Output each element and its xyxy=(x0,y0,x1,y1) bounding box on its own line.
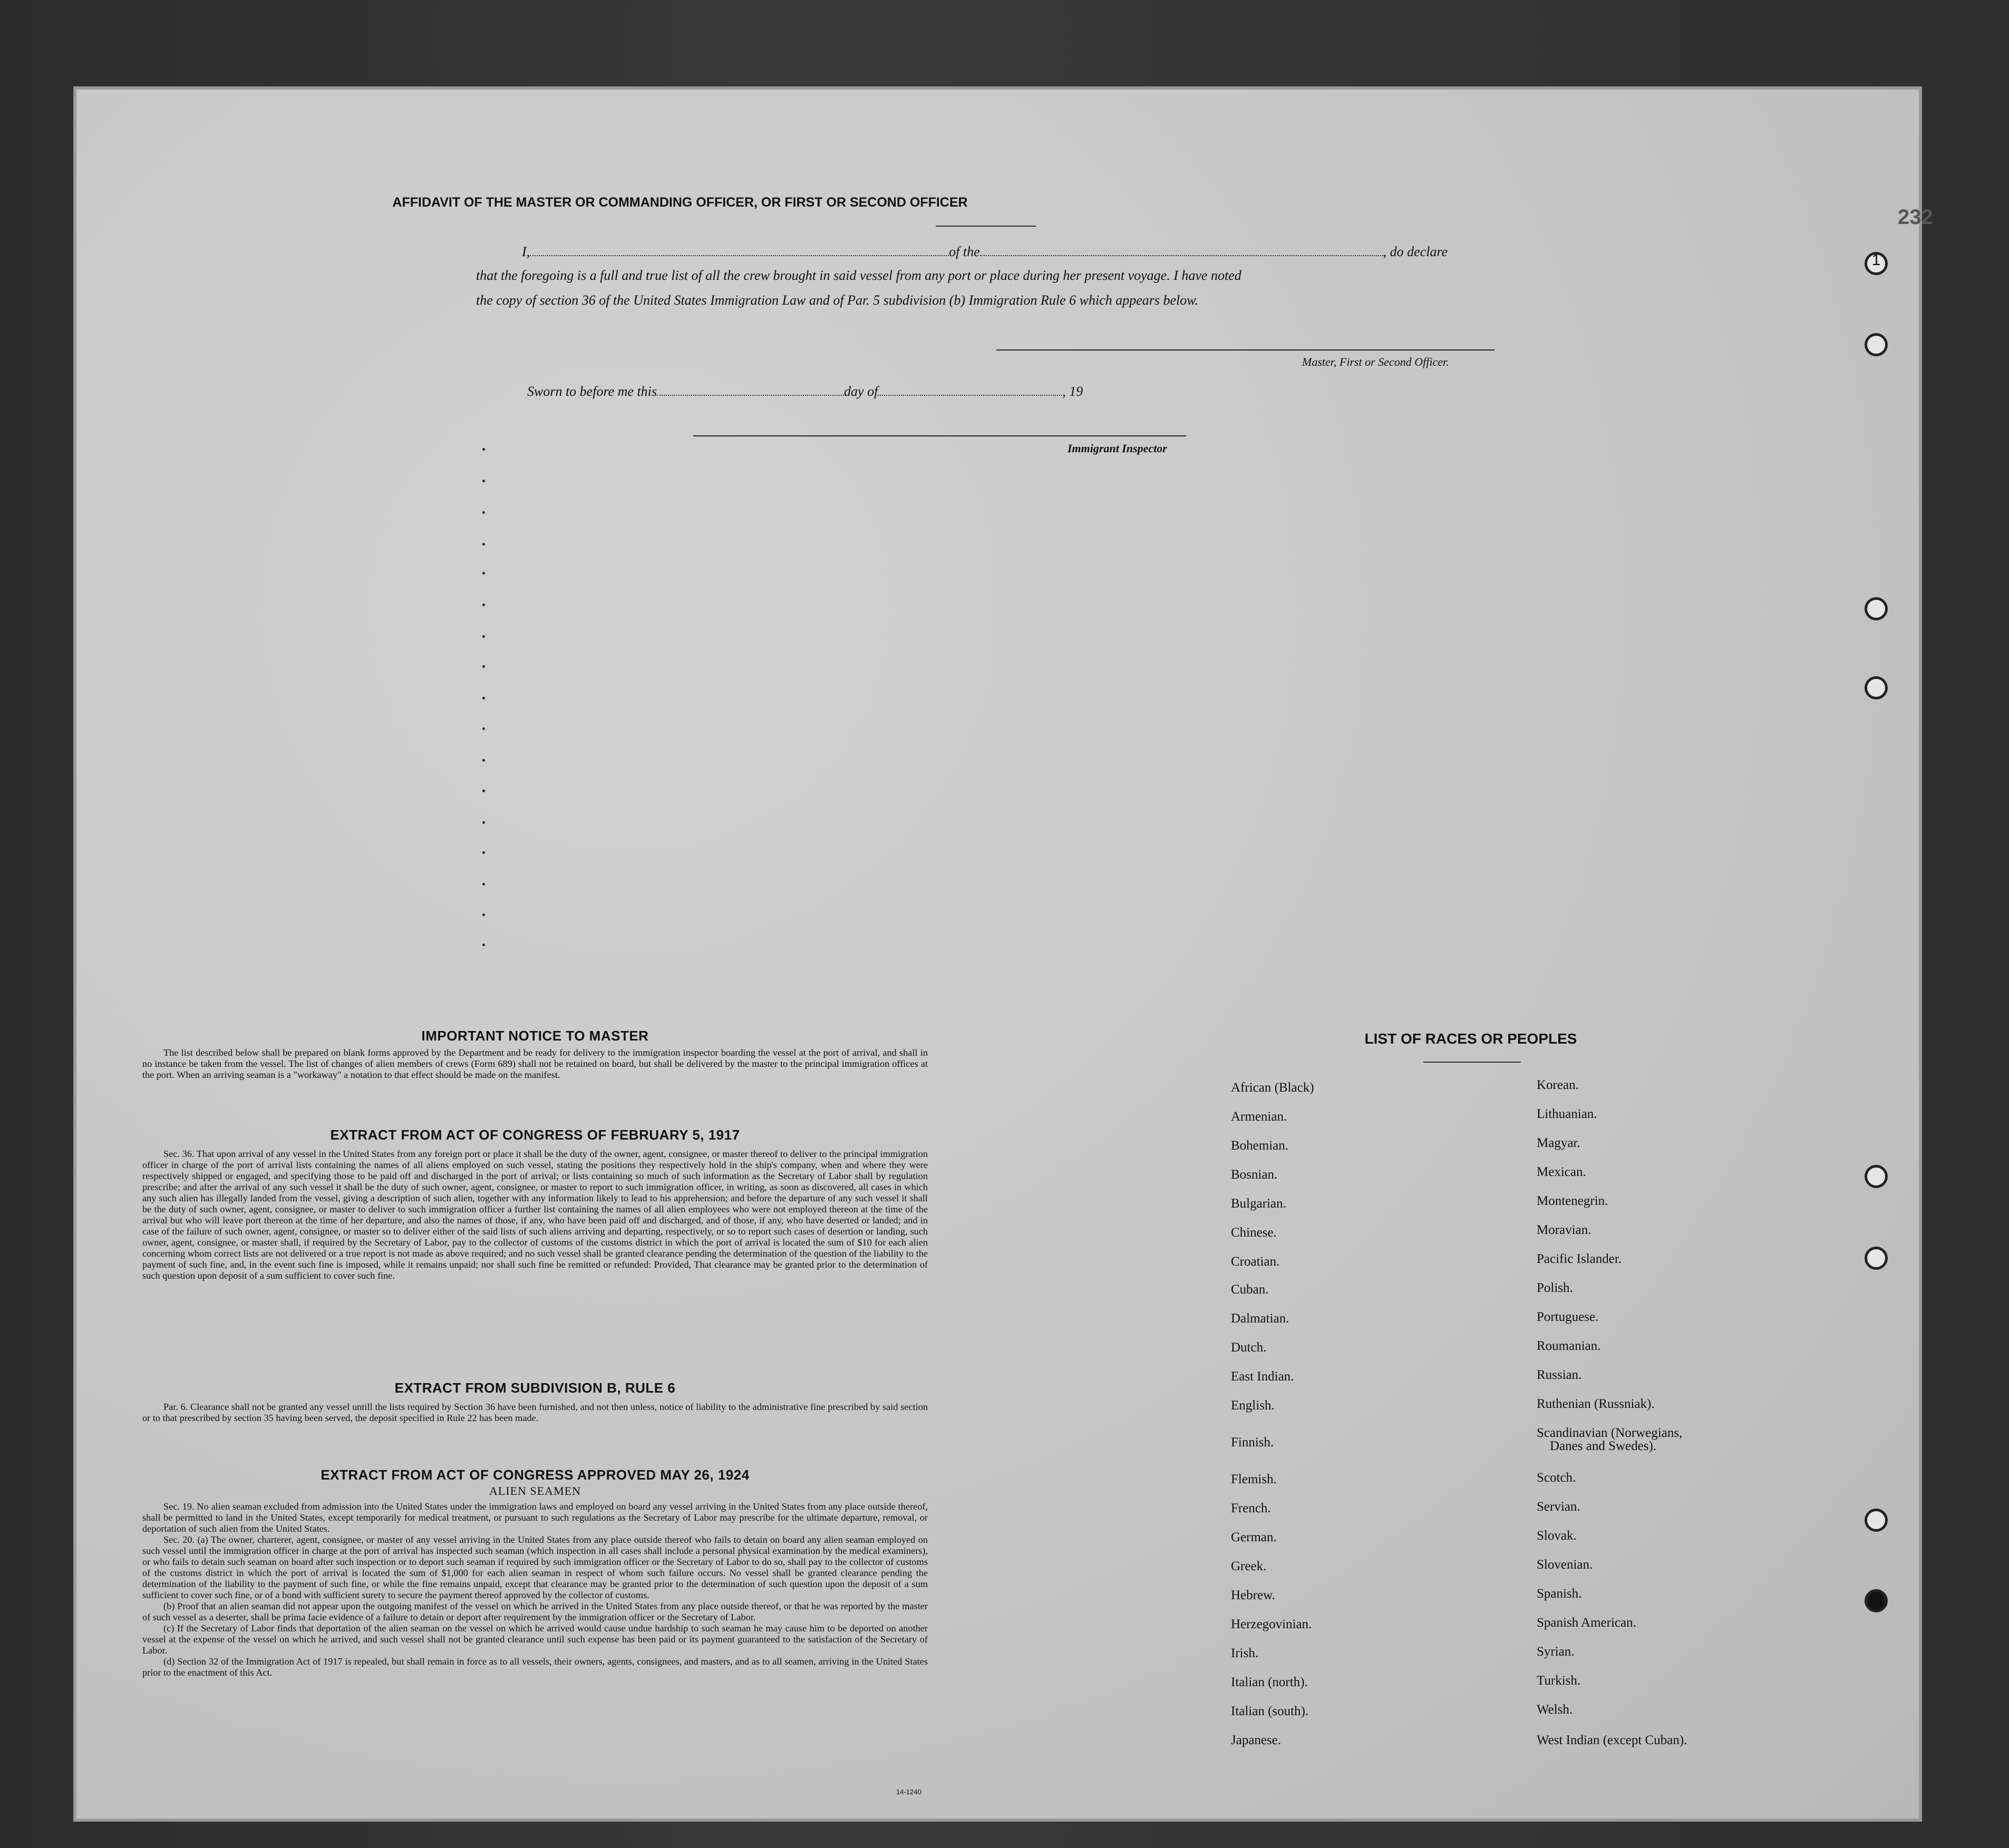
margin-dot xyxy=(482,790,485,792)
inspector-signature-line[interactable] xyxy=(693,435,1186,436)
race-item: Finnish. xyxy=(1231,1435,1274,1450)
race-item: Dutch. xyxy=(1231,1340,1267,1355)
declaration-text-line2: that the foregoing is a full and true list of all the crew brought in said vessel from any port or place during her present voyage. I have noted xyxy=(476,268,1241,283)
notice-body: The list described below shall be prepared on blank forms approved by the Department and be ready for delivery to the immigration inspector boarding the vessel at the port of arrival, and shall in no instance be taken from the vessel. The list of changes of alien members of crews (Form 689) shall not be retained on board, but shall be delivered by the master to the principal immigration offices at the port. When an arriving seaman is a "workaway" a notation to that effect should be made on the manifest. xyxy=(142,1047,928,1080)
race-item: Scandinavian (Norwegians, xyxy=(1537,1426,1683,1440)
margin-dot xyxy=(482,635,485,638)
sec20d-paragraph: (d) Section 32 of the Immigration Act of 1917 is repealed, but shall remain in force as to all vessels, their owners, agents, consignees, and masters, and as to all seamen, arriving in the United States prior to the enactment of this Act. xyxy=(142,1656,928,1678)
race-item: Bosnian. xyxy=(1231,1168,1278,1182)
binder-hole-number: 1 xyxy=(1871,251,1881,269)
race-item: Chinese. xyxy=(1231,1225,1277,1240)
declare-suffix: , do declare xyxy=(1383,244,1448,259)
extract-1924-section xyxy=(142,1467,928,1678)
declarant-name-field[interactable] xyxy=(530,246,949,256)
extract-1924-title: EXTRACT FROM ACT OF CONGRESS APPROVED MAY 26, 1924 xyxy=(321,1467,750,1483)
race-item: Italian (north). xyxy=(1231,1675,1308,1689)
binder-hole-icon xyxy=(1865,333,1888,356)
margin-dot xyxy=(482,572,485,575)
races-title: LIST OF RACES OR PEOPLES xyxy=(1364,1030,1577,1047)
race-item: English. xyxy=(1231,1398,1275,1413)
race-item: Servian. xyxy=(1537,1500,1580,1514)
race-item: Danes and Swedes). xyxy=(1550,1439,1657,1453)
race-item: Hebrew. xyxy=(1231,1588,1275,1602)
sec20c-paragraph: (c) If the Secretary of Labor finds that deportation of the alien seaman on the vessel on which he arrived would cause undue hardship to such seaman he may cause him to be deported on another vessel at the expense of the vessel on which he arrived, and such vessel shall not be granted clearance until such expense has been paid or its payment guaranteed to the satisfaction of the Secretary of Labor. xyxy=(142,1623,928,1656)
race-item: Pacific Islander. xyxy=(1537,1252,1622,1266)
race-item: Flemish. xyxy=(1231,1472,1277,1486)
margin-dot xyxy=(482,727,485,730)
race-item: Russian. xyxy=(1537,1368,1582,1382)
sworn-day-field[interactable] xyxy=(657,385,844,396)
page-edge-number: 232 xyxy=(1898,206,1933,229)
notice-title: IMPORTANT NOTICE TO MASTER xyxy=(421,1028,649,1044)
margin-dot xyxy=(482,480,485,482)
title-divider xyxy=(936,226,1036,227)
extract-1917-section xyxy=(142,1127,928,1281)
race-item: Magyar. xyxy=(1537,1136,1580,1150)
sworn-line xyxy=(527,384,1083,400)
race-item: Dalmatian. xyxy=(1231,1311,1289,1326)
extract-rule6-title: EXTRACT FROM SUBDIVISION B, RULE 6 xyxy=(394,1380,676,1396)
race-item: Montenegrin. xyxy=(1537,1194,1608,1208)
binder-hole-icon xyxy=(1865,1509,1888,1532)
sec19-paragraph: Sec. 19. No alien seaman excluded from admission into the United States under the immigration laws and employed on board any vessel arriving in the United States from any place outside thereof, shall be permitted to land in the United States, except temporarily for medical treatment, or pursuant to such regulations as the Secretary of Labor may prescribe for the ultimate departure, removal, or deportation of such alien from the United States. xyxy=(142,1501,928,1534)
race-item: German. xyxy=(1231,1530,1277,1544)
affidavit-title: AFFIDAVIT OF THE MASTER OR COMMANDING OFFICER, OR FIRST OR SECOND OFFICER xyxy=(392,195,968,210)
race-item: Japanese. xyxy=(1231,1733,1282,1747)
form-number: 14-1240 xyxy=(896,1788,921,1796)
margin-dot xyxy=(482,883,485,886)
master-signature-label: Master, First or Second Officer. xyxy=(1302,355,1449,368)
declarant-prefix: I, xyxy=(522,244,530,259)
race-item: Mexican. xyxy=(1537,1165,1586,1179)
sec20b-paragraph: (b) Proof that an alien seaman did not appear upon the outgoing manifest of the vessel on which he arrived in the United States from any place outside thereof, or that he was reported by the master of such vessel as a deserter, shall be prima facie evidence of a failure to detain or deport after requirement by the immigration officer or the Secretary of Labor. xyxy=(142,1601,928,1622)
inspector-signature-label: Immigrant Inspector xyxy=(1067,442,1167,455)
margin-dot xyxy=(482,543,485,546)
race-item: Moravian. xyxy=(1537,1223,1591,1237)
margin-dot xyxy=(482,913,485,916)
year-label: , 19 xyxy=(1062,384,1083,399)
race-item: Armenian. xyxy=(1231,1110,1287,1124)
race-item: Croatian. xyxy=(1231,1254,1280,1269)
race-item: Spanish American. xyxy=(1537,1616,1636,1630)
declaration-line xyxy=(522,244,1448,260)
race-item: Roumanian. xyxy=(1537,1339,1601,1353)
race-item: Welsh. xyxy=(1537,1703,1573,1717)
race-item: Portuguese. xyxy=(1537,1310,1599,1324)
binder-hole-icon xyxy=(1865,1165,1888,1188)
extract-rule6-section xyxy=(142,1380,928,1424)
vessel-prefix: of the xyxy=(949,244,980,259)
race-item: Bohemian. xyxy=(1231,1139,1289,1153)
binder-hole-icon xyxy=(1865,1589,1888,1612)
margin-dot xyxy=(482,448,485,451)
race-item: East Indian. xyxy=(1231,1369,1294,1384)
extract-rule6-body: Par. 6. Clearance shall not be granted any vessel untill the lists required by Section 36 have been furnished, and not then unless, notice of liability to the administrative fine prescribed by said section or to that prescribed by section 35 having been served, the deposit specified in Rule 22 has been made. xyxy=(142,1402,928,1423)
margin-dot xyxy=(482,851,485,854)
race-item: African (Black) xyxy=(1231,1081,1314,1095)
margin-dot xyxy=(482,944,485,946)
margin-dot xyxy=(482,759,485,762)
race-item: West Indian (except Cuban). xyxy=(1537,1733,1687,1747)
binder-hole-icon xyxy=(1865,597,1888,620)
race-item: Bulgarian. xyxy=(1231,1197,1286,1211)
margin-dot xyxy=(482,604,485,606)
sworn-prefix: Sworn to before me this xyxy=(527,384,657,399)
race-item: Italian (south). xyxy=(1231,1704,1309,1718)
day-of-label: day of xyxy=(844,384,878,399)
race-item: French. xyxy=(1231,1501,1271,1515)
race-item: Greek. xyxy=(1231,1559,1267,1573)
race-item: Scotch. xyxy=(1537,1471,1576,1485)
race-item: Lithuanian. xyxy=(1537,1107,1597,1121)
binder-hole-icon xyxy=(1865,252,1888,275)
race-item: Ruthenian (Russniak). xyxy=(1537,1397,1655,1411)
master-signature-line[interactable] xyxy=(996,349,1494,351)
extract-1917-body: Sec. 36. That upon arrival of any vessel in the United States from any foreign port or place it shall be the duty of the owner, agent, consignee, or master thereof to deliver to the principal immigration officer in charge of the port of arrival lists containing the names of all aliens employed on such vessel, stating the positions they respectively hold in the ship's company, when and where they were respectively shipped or engaged, and specifying those to be paid off and discharged in the port of arrival; or lists containing so much of such information as the Secretary of Labor shall by regulation prescribe; and after the arrival of any such vessel it shall be the duty of such owner, agent, consignee, or master to report to such immigration officer, in writing, as soon as discovered, all cases in which any such alien has illegally landed from the vessel, giving a description of such alien, together with any information likely to lead to his apprehension; and before the departure of any such vessel it shall be the duty of such owner, agent, consignee, or master to deliver to such immigration officer a further list containing the names of all alien employees who were not employed thereon at the time of the arrival but who will leave port thereon at the time of her departure, and also the names of those, if any, who have been paid off and discharged, and of those, if any, who have deserted or landed; and in case of the failure of such owner, agent, consignee, or master so to deliver either of the said lists of such aliens arriving and departing, respectively, or so to report such cases of desertion or landing, such owner, agent, consignee, or master shall, if required by the Secretary of Labor, pay to the collector of customs of the customs district in which the port of arrival is located the sum of $10 for each alien concerning whom correct lists are not delivered or a true report is not made as above required; and no such vessel shall be granted clearance pending the determination of the question of the liability to the payment of such fine, and, in the event such fine is imposed, while it remains unpaid; nor shall such fine be remitted or refunded: Provided, That clearance may be granted prior to the determination of such question upon deposit of a sum sufficient to cover such fine. xyxy=(142,1149,928,1281)
sec20a-paragraph: Sec. 20. (a) The owner, charterer, agent, consignee, or master of any vessel arriving in the United States from any place outside thereof who fails to detain on board any alien seaman employed on such vessel until the immigration officer in charge at the port of arrival has inspected such seaman (which inspection in all cases shall include a personal physical examination by the medical examiners), or who fails to detain such seaman on board after such inspection or to deport such seaman if required by such immigration officer or the Secretary of Labor to do so, shall pay to the collector of customs of the customs district in which the port of arrival is located the sum of $1,000 for each alien seaman in respect of whom such failure occurs. No vessel shall be granted clearance pending the determination of the liability to the payment of such fine, or while the fine remains unpaid, except that clearance may be granted prior to the determination of such question upon the deposit of a sum sufficient to cover such fine, or of a bond with sufficient surety to secure the payment thereof approved by the collector of customs. xyxy=(142,1534,928,1600)
races-divider xyxy=(1423,1062,1521,1063)
race-item: Cuban. xyxy=(1231,1282,1269,1297)
declaration-text-line3: the copy of section 36 of the United States Immigration Law and of Par. 5 subdivision (b) Immigration Rule 6 which appears below. xyxy=(476,293,1199,308)
margin-dot xyxy=(482,697,485,699)
race-item: Korean. xyxy=(1537,1078,1579,1092)
margin-dot xyxy=(482,511,485,514)
vessel-name-field[interactable] xyxy=(980,246,1383,256)
race-item: Spanish. xyxy=(1537,1587,1582,1601)
binder-hole-icon xyxy=(1865,1247,1888,1270)
sworn-month-field[interactable] xyxy=(878,385,1062,396)
extract-1917-title: EXTRACT FROM ACT OF CONGRESS OF FEBRUARY 5, 1917 xyxy=(330,1127,740,1143)
notice-section xyxy=(142,1028,928,1081)
race-item: Irish. xyxy=(1231,1646,1259,1660)
race-item: Slovak. xyxy=(1537,1529,1577,1543)
alien-seamen-subtitle: ALIEN SEAMEN xyxy=(489,1484,581,1497)
margin-dot xyxy=(482,665,485,668)
race-item: Turkish. xyxy=(1537,1674,1581,1688)
race-item: Polish. xyxy=(1537,1281,1573,1295)
race-item: Herzegovinian. xyxy=(1231,1617,1312,1631)
race-item: Slovenian. xyxy=(1537,1558,1593,1572)
margin-dot xyxy=(482,821,485,824)
race-item: Syrian. xyxy=(1537,1645,1575,1659)
binder-hole-icon xyxy=(1865,676,1888,699)
